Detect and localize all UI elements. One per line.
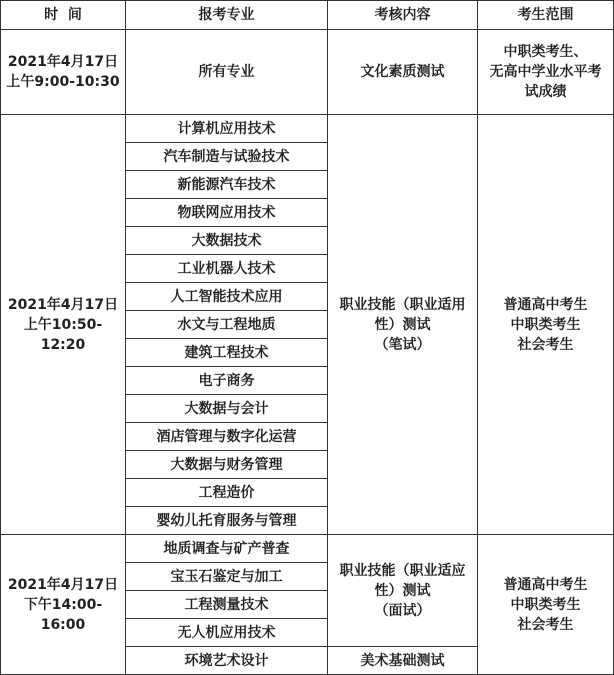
session1-row	[1, 30, 614, 115]
major-item: 汽车制造与试验技术	[126, 143, 328, 171]
major-item: 大数据与财务管理	[126, 451, 328, 479]
header-content: 考核内容	[328, 1, 478, 30]
header-time: 时 间	[1, 1, 126, 30]
session2-time: 上午10:50-12:20	[23, 316, 103, 353]
session1-date: 2021年4月17日	[7, 54, 119, 70]
scope-line: 普通高中考生	[503, 576, 588, 593]
scope-line: 中职类考生、	[503, 44, 588, 60]
session3-date: 2021年4月17日	[7, 576, 119, 593]
scope-line: 无高中学业水平考	[489, 64, 602, 80]
session1-major: 所有专业	[126, 30, 328, 115]
major-item: 建筑工程技术	[126, 339, 328, 367]
content-line: 职业技能（职业适用	[339, 296, 466, 313]
major-item: 地质调查与矿产普查	[126, 535, 328, 563]
major-item: 工程测量技术	[126, 591, 328, 619]
major-item: 大数据技术	[126, 227, 328, 255]
session1-time-cell	[1, 30, 126, 115]
major-item: 工程造价	[126, 479, 328, 507]
major-item: 水文与工程地质	[126, 311, 328, 339]
major-item: 人工智能技术应用	[126, 283, 328, 311]
content-line: 性）测试	[374, 582, 431, 599]
content-line: 职业技能（职业适应	[339, 562, 466, 579]
session2-time-cell	[1, 115, 126, 535]
session1-content: 文化素质测试	[328, 30, 478, 115]
scope-line: 社会考生	[517, 336, 574, 353]
major-item: 酒店管理与数字化运营	[126, 423, 328, 451]
major-item: 计算机应用技术	[126, 115, 328, 143]
scope-line: 中职类考生	[510, 596, 581, 613]
session3-time: 下午14:00-16:00	[23, 596, 103, 633]
session1-scope	[478, 30, 614, 115]
session2-content	[328, 115, 478, 535]
session3-scope	[478, 535, 614, 675]
scope-line: 中职类考生	[510, 316, 581, 333]
session3-row	[1, 535, 614, 563]
content-line: （笔试）	[374, 336, 431, 353]
major-item: 环境艺术设计	[126, 647, 328, 675]
major-item: 新能源汽车技术	[126, 171, 328, 199]
major-item: 物联网应用技术	[126, 199, 328, 227]
scope-line: 社会考生	[517, 616, 574, 633]
major-item: 无人机应用技术	[126, 619, 328, 647]
content-line: （面试）	[374, 602, 431, 619]
header-scope: 考生范围	[478, 1, 614, 30]
major-item: 大数据与会计	[126, 395, 328, 423]
session3-time-cell	[1, 535, 126, 675]
session3-content	[328, 535, 478, 647]
major-item: 婴幼儿托育服务与管理	[126, 507, 328, 535]
major-item: 电子商务	[126, 367, 328, 395]
session3-art-content: 美术基础测试	[328, 647, 478, 675]
header-major: 报考专业	[126, 1, 328, 30]
major-item: 工业机器人技术	[126, 255, 328, 283]
major-item: 宝玉石鉴定与加工	[126, 563, 328, 591]
scope-line: 普通高中考生	[503, 296, 588, 313]
session2-scope	[478, 115, 614, 535]
scope-line: 试成绩	[524, 84, 567, 100]
session2-row	[1, 115, 614, 143]
content-line: 性）测试	[374, 316, 431, 333]
session2-date: 2021年4月17日	[7, 296, 119, 313]
session1-time: 上午9:00-10:30	[6, 74, 120, 90]
header-row	[1, 1, 614, 30]
